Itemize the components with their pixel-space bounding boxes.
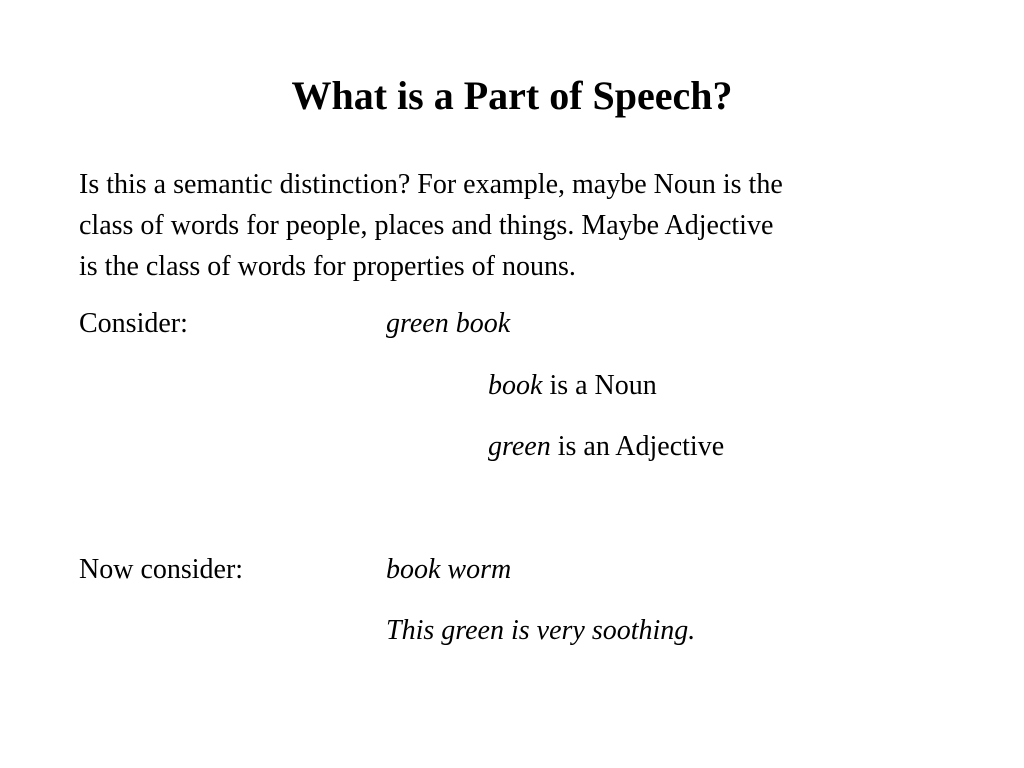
book-worm-text: book worm — [386, 554, 512, 585]
intro-line-1: Is this a semantic distinction? For example, maybe Noun is the — [79, 169, 783, 200]
consider-phrase — [386, 307, 510, 341]
now-consider-phrase-2 — [386, 614, 695, 648]
now-consider-phrase-1 — [386, 553, 511, 587]
example-green-desc: is an Adjective — [550, 431, 725, 462]
example-book-desc: is a Noun — [542, 370, 657, 401]
intro-paragraph — [79, 164, 959, 287]
now-consider-label: Now consider: — [79, 554, 244, 585]
example-book-word: book — [488, 370, 543, 401]
example-book-noun — [488, 369, 657, 403]
example-green-word: green — [488, 431, 551, 462]
intro-line-2: class of words for people, places and things. Maybe Adjective — [79, 210, 774, 241]
slide-title: What is a Part of Speech? — [291, 73, 733, 118]
consider-label: Consider: — [79, 308, 188, 339]
intro-line-3: is the class of words for properties of nouns. — [79, 251, 576, 282]
consider-phrase-text: green book — [386, 308, 511, 339]
example-green-adjective — [488, 430, 724, 464]
soothing-sentence-text: This green is very soothing. — [386, 615, 696, 646]
